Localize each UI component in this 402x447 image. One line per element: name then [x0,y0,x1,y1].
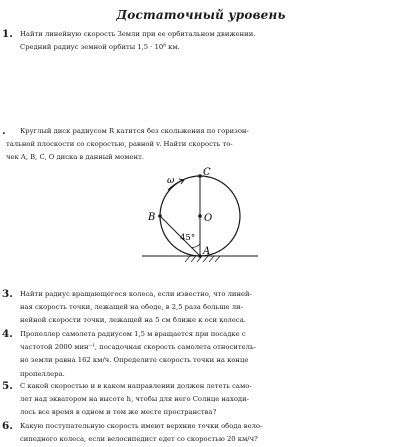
problem-2-line-3: чек A, B, C, O диска в данный момент. [6,153,144,162]
point-a [198,254,202,258]
problem-1-line-1: Найти линейную скорость Земли при ее орбитальном движении. [20,30,256,38]
point-c [198,174,202,178]
problem-1-line-2: Средний радиус земной орбиты 1,5 · 10⁸ км. [20,43,180,52]
angle-arc [192,244,201,248]
problem-4-line-4: пропеллера. [20,369,65,378]
point-o [198,214,202,218]
problem-6-number: 6. [2,420,13,432]
problem-4-line-3: но земли равна 162 км/ч. Определите скорость точки на конце [20,356,249,365]
label-angle: 45° [180,233,196,243]
rolling-disk-diagram [140,166,260,278]
problem-5-line-3: лось все время в одном и том же месте пространства? [20,408,217,417]
problem-3 [0,288,402,328]
problem-5 [0,380,402,420]
label-b: B [148,212,156,223]
problem-1 [0,28,402,54]
problem-6-line-1: Какую поступательную скорость имеют верхние точки обода вело- [20,422,263,430]
label-o: O [204,213,213,224]
label-c: C [203,167,211,178]
problem-5-line-1: С какой скоростью и в каком направлении должен лететь само- [20,382,252,390]
problem-1-number: 1. [2,28,13,40]
problem-4-number: 4. [2,328,13,340]
problem-6 [0,420,402,446]
problem-3-line-2: ная скорость точки, лежащей на ободе, в 2,5 раза больше ли- [20,303,243,312]
problem-4-line-1: Пропеллер самолета радиусом 1,5 м вращается при посадке с [20,330,246,338]
problem-2-line-2: тальной плоскости со скоростью, равной v. Найти скорость то- [6,140,233,149]
point-b [158,214,162,218]
problem-4 [0,328,402,381]
problem-5-line-2: лет над экватором на высоте h, чтобы для него Солнце находи- [20,395,249,404]
problem-3-number: 3. [2,288,13,300]
problem-2 [0,125,402,165]
problem-3-line-3: нейной скорости точки, лежащей на 5 см ближе к оси колеса. [20,316,246,325]
problem-5-number: 5. [2,380,13,392]
problem-2-number: . [2,125,6,137]
problem-2-line-1: Круглый диск радиусом R катится без скольжения по горизон- [20,127,249,135]
label-a: A [203,246,211,257]
problem-4-line-2: частотой 2000 мин⁻¹, посадочная скорость самолета относитель- [20,343,256,352]
problem-6-line-2: сипедного колеса, если велосипедист едет со скоростью 20 км/ч? [20,435,258,444]
section-heading: Достаточный уровень [116,8,286,22]
label-omega: ω [167,176,175,186]
problem-3-line-1: Найти радиус вращающегося колеса, если известно, что линей- [20,290,252,298]
